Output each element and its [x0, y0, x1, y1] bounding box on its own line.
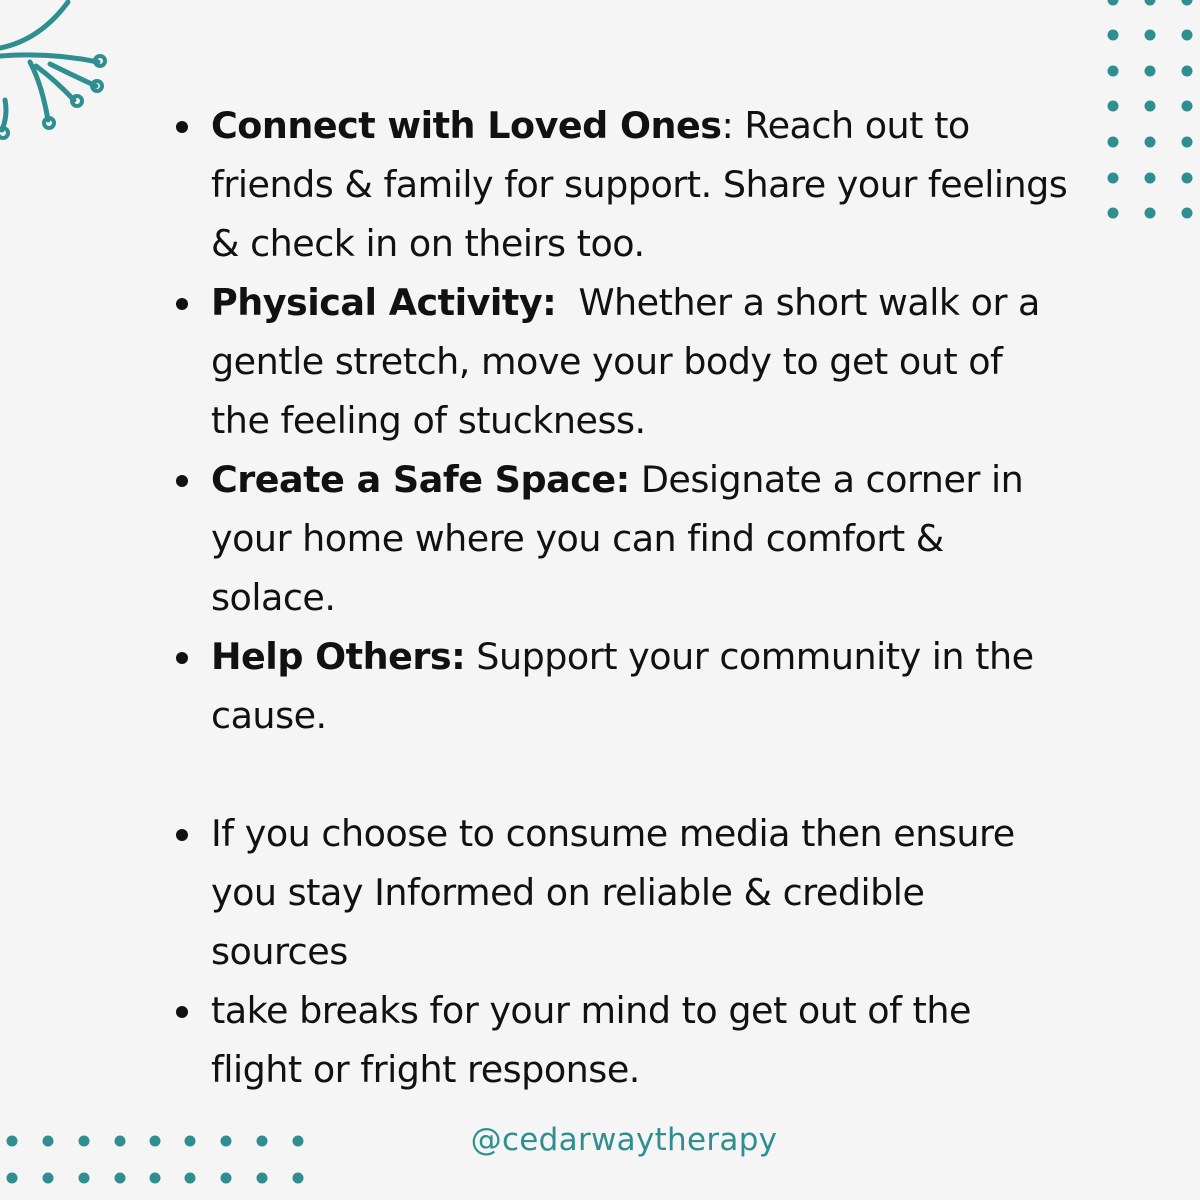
tip-title: Connect with Loved Ones — [211, 104, 722, 147]
tip-take-breaks — [168, 981, 1068, 1099]
tip-title: Create a Safe Space: — [211, 458, 630, 501]
tip-safe-space — [168, 450, 1068, 627]
tip-media — [168, 804, 1068, 981]
branch-illustration — [0, 0, 120, 150]
tip-text: Support your community in the cause. — [211, 635, 1034, 737]
tip-text: If you choose to consume media then ensure you stay Informed on reliable & credible sources — [211, 812, 1015, 973]
tip-title: Help Others: — [211, 635, 466, 678]
tips-content — [168, 96, 1068, 1099]
social-handle: @cedarwaytherapy — [470, 1122, 778, 1158]
tip-physical-activity — [168, 273, 1068, 450]
tip-help-others — [168, 627, 1068, 745]
dot-grid-top-right — [1100, 0, 1200, 240]
tip-text: : Reach out to friends & family for support. Share your feelings & check in on theirs too. — [211, 104, 1068, 265]
tip-title: Physical Activity: — [211, 281, 557, 324]
tip-text: take breaks for your mind to get out of the flight or fright response. — [211, 989, 971, 1091]
tip-text: Whether a short walk or a gentle stretch, move your body to get out of the feeling of stuckness. — [211, 281, 1052, 442]
tips-list — [168, 96, 1068, 1099]
tip-text: Designate a corner in your home where you can find comfort & solace. — [211, 458, 1024, 619]
tip-connect-loved-ones — [168, 96, 1068, 273]
